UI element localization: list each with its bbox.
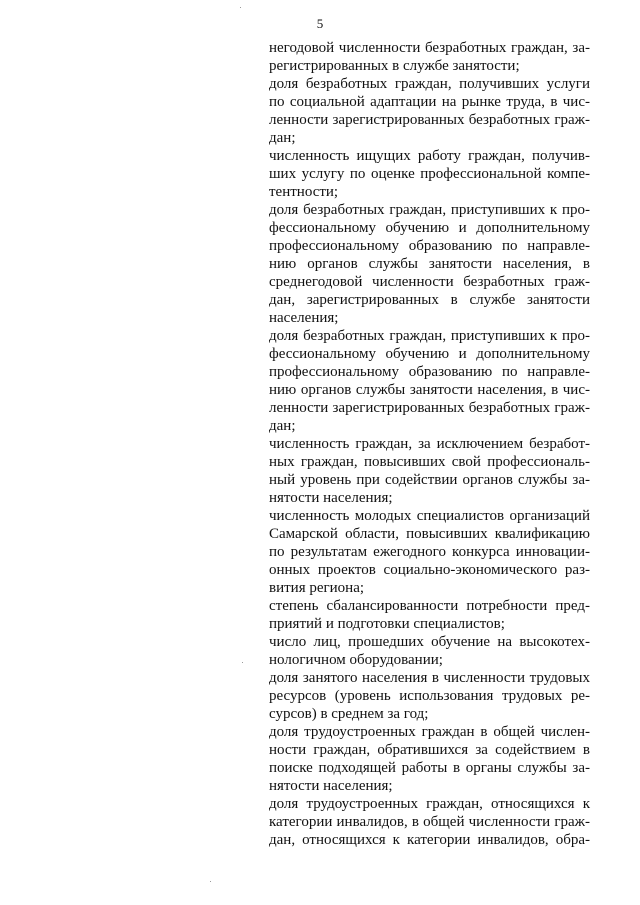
text-line: численность молодых специалистов организаций — [269, 508, 590, 524]
text-line: нию органов службы занятости населения, в чис- — [269, 382, 590, 398]
text-line: населения; — [269, 310, 339, 326]
text-line: регистрированных в службе занятости; — [269, 58, 520, 74]
text-line: численность ищущих работу граждан, получив- — [269, 148, 590, 164]
text-line: численность граждан, за исключением безработ- — [269, 436, 590, 452]
scan-speck — [240, 7, 241, 8]
text-line: фессиональному обучению и дополнительному — [269, 220, 590, 236]
text-line: число лиц, прошедших обучение на высокотех- — [269, 634, 590, 650]
text-line: по результатам ежегодного конкурса инновации- — [269, 544, 590, 560]
text-line: ный уровень при содействии органов службы за- — [269, 472, 590, 488]
text-line: тентности; — [269, 184, 339, 200]
text-line: нологичном оборудовании; — [269, 652, 443, 668]
text-line: ленности зарегистрированных безработных граж- — [269, 400, 590, 416]
text-line: приятий и подготовки специалистов; — [269, 616, 505, 632]
text-line: доля безработных граждан, получивших услуги — [269, 76, 590, 92]
text-line: по социальной адаптации на рынке труда, в чис- — [269, 94, 590, 110]
scan-speck — [210, 881, 211, 882]
text-line: нятости населения; — [269, 778, 393, 794]
text-line: профессиональному образованию по направле- — [269, 364, 590, 380]
text-line: среднегодовой численности безработных граж- — [269, 274, 590, 290]
text-line: дан; — [269, 130, 296, 146]
text-line: ных граждан, повысивших свой профессиональ- — [269, 454, 590, 470]
text-line: ности граждан, обратившихся за содействием в — [269, 742, 590, 758]
text-line: Самарской области, повысивших квалификацию — [269, 526, 590, 542]
text-line: дан, относящихся к категории инвалидов, обра- — [269, 832, 590, 848]
text-line: доля безработных граждан, приступивших к про- — [269, 328, 590, 344]
text-line: нию органов службы занятости населения, в — [269, 256, 590, 272]
text-line: фессиональному обучению и дополнительному — [269, 346, 590, 362]
text-line: дан; — [269, 418, 296, 434]
text-line: категории инвалидов, в общей численности граж- — [269, 814, 590, 830]
text-line: доля трудоустроенных граждан в общей числен- — [269, 724, 590, 740]
body-text — [269, 39, 590, 849]
text-line: профессиональному образованию по направле- — [269, 238, 590, 254]
text-line: негодовой численности безработных граждан, за- — [269, 40, 590, 56]
text-line: дан, зарегистрированных в службе занятости — [269, 292, 590, 308]
text-line: доля безработных граждан, приступивших к про- — [269, 202, 590, 218]
text-line: ленности зарегистрированных безработных граж- — [269, 112, 590, 128]
text-line: ших услугу по оценке профессиональной компе- — [269, 166, 590, 182]
text-line: степень сбалансированности потребности пред- — [269, 598, 590, 614]
page-number: 5 — [316, 16, 324, 31]
text-line: нятости населения; — [269, 490, 393, 506]
text-line: поиске подходящей работы в органы службы за- — [269, 760, 590, 776]
text-line: вития региона; — [269, 580, 365, 596]
text-line: онных проектов социально-экономического раз- — [269, 562, 590, 578]
text-line: доля трудоустроенных граждан, относящихся к — [269, 796, 590, 812]
text-line: доля занятого населения в численности трудовых — [269, 670, 590, 686]
scan-speck — [242, 662, 243, 663]
text-line: сурсов) в среднем за год; — [269, 706, 429, 722]
text-line: ресурсов (уровень использования трудовых ре- — [269, 688, 590, 704]
